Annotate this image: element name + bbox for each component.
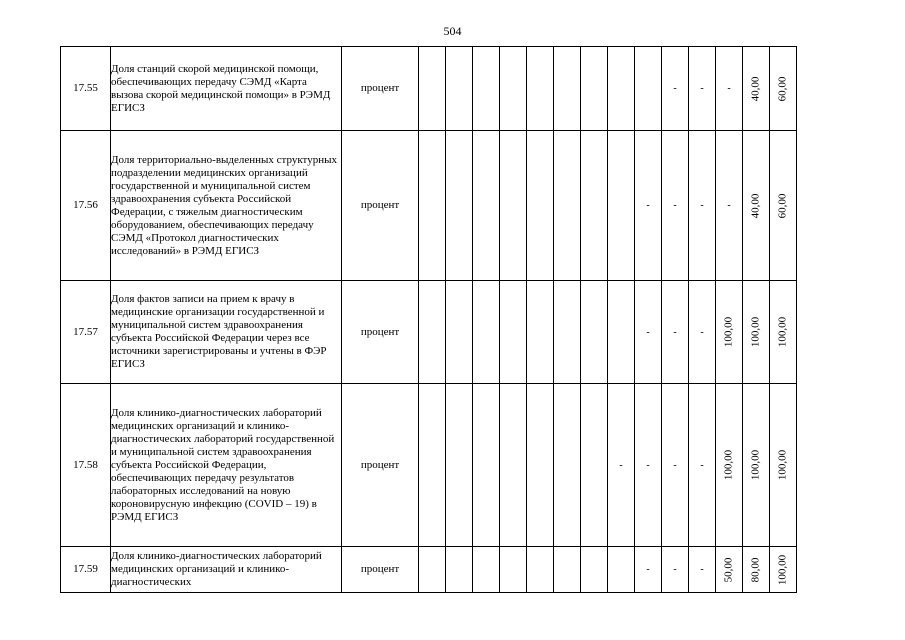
value-cell	[473, 47, 500, 131]
dash-value: -	[700, 564, 704, 575]
row-number: 17.58	[61, 384, 111, 547]
table-body	[61, 47, 797, 593]
value-cell	[446, 47, 473, 131]
value-cell	[608, 47, 635, 131]
row-number: 17.59	[61, 547, 111, 593]
dash-value: -	[646, 200, 650, 211]
value-cell	[527, 384, 554, 547]
value-cell	[689, 281, 716, 384]
indicator-name: Доля территориально-выделенных структурных подразделении медицинских организаций государственной и муниципальной систем здравоохранения субъекта Российской Федерации, с тяжелым диагностическим оборудованием, обеспечивающих передачу СЭМД «Протокол диагностических исследований» в РЭМД ЕГИСЗ	[111, 131, 342, 281]
value-cell	[500, 131, 527, 281]
value-cell	[635, 131, 662, 281]
value-cell	[635, 384, 662, 547]
value-cell	[581, 131, 608, 281]
table-row	[61, 131, 797, 281]
value-cell	[581, 547, 608, 593]
row-number: 17.56	[61, 131, 111, 281]
value-cell	[554, 384, 581, 547]
unit-cell: процент	[342, 131, 419, 281]
value-cell	[689, 547, 716, 593]
value-cell	[662, 547, 689, 593]
value-cell	[500, 47, 527, 131]
dash-value: -	[673, 564, 677, 575]
numeric-value: 100,00	[749, 449, 762, 481]
value-cell	[716, 547, 743, 593]
page-number: 504	[443, 24, 462, 38]
value-cell	[419, 47, 446, 131]
indicator-name: Доля станций скорой медицинской помощи, обеспечивающих передачу СЭМД «Карта вызова скорой медицинской помощи» в РЭМД ЕГИСЗ	[111, 47, 342, 131]
dash-value: -	[673, 459, 677, 471]
unit-cell: процент	[342, 384, 419, 547]
table-row	[61, 547, 797, 593]
value-cell	[743, 281, 770, 384]
table-row	[61, 281, 797, 384]
value-cell	[419, 547, 446, 593]
value-cell	[554, 47, 581, 131]
dash-value: -	[646, 459, 650, 471]
value-cell	[581, 281, 608, 384]
value-cell	[500, 281, 527, 384]
value-cell	[527, 281, 554, 384]
table-row	[61, 47, 797, 131]
value-cell	[689, 384, 716, 547]
value-cell	[770, 547, 797, 593]
numeric-value: 60,00	[776, 193, 789, 218]
numeric-value: 80,00	[749, 557, 762, 582]
value-cell	[581, 384, 608, 547]
value-cell	[689, 47, 716, 131]
unit-cell: процент	[342, 281, 419, 384]
value-cell	[608, 131, 635, 281]
value-cell	[635, 281, 662, 384]
value-cell	[743, 131, 770, 281]
value-cell	[770, 131, 797, 281]
dash-value: -	[646, 564, 650, 575]
value-cell	[608, 547, 635, 593]
value-cell	[743, 547, 770, 593]
indicators-table	[60, 46, 797, 593]
value-cell	[554, 281, 581, 384]
value-cell	[770, 281, 797, 384]
value-cell	[716, 131, 743, 281]
table-row	[61, 384, 797, 547]
value-cell	[608, 281, 635, 384]
value-cell	[527, 131, 554, 281]
dash-value: -	[700, 326, 704, 338]
dash-value: -	[619, 459, 623, 471]
value-cell	[635, 47, 662, 131]
value-cell	[500, 547, 527, 593]
value-cell	[743, 47, 770, 131]
value-cell	[419, 131, 446, 281]
numeric-value: 100,00	[776, 449, 789, 481]
value-cell	[500, 384, 527, 547]
dash-value: -	[673, 326, 677, 338]
indicator-name: Доля клинико-диагностических лабораторий медицинских организаций и клинико-диагностических	[111, 547, 342, 593]
value-cell	[446, 131, 473, 281]
value-cell	[716, 47, 743, 131]
dash-value: -	[646, 326, 650, 338]
value-cell	[473, 547, 500, 593]
dash-value: -	[700, 83, 704, 94]
value-cell	[662, 131, 689, 281]
value-cell	[527, 547, 554, 593]
row-number: 17.57	[61, 281, 111, 384]
value-cell	[419, 281, 446, 384]
indicator-name: Доля фактов записи на прием к врачу в медицинские организации государственной и муниципальной систем здравоохранения субъекта Российской Федерации через все источники зарегистрированы и учтены в ФЭР ЕГИСЗ	[111, 281, 342, 384]
value-cell	[662, 384, 689, 547]
value-cell	[446, 281, 473, 384]
value-cell	[554, 131, 581, 281]
dash-value: -	[673, 200, 677, 211]
value-cell	[554, 547, 581, 593]
indicator-name: Доля клинико-диагностических лабораторий медицинских организаций и клинико-диагностических лабораторий государственной и муниципальной систем здравоохранения субъекта Российской Федерации, обеспечивающих передачу результатов лабораторных исследований на новую короновирусную инфекцию (COVID – 19) в РЭМД ЕГИСЗ	[111, 384, 342, 547]
value-cell	[473, 131, 500, 281]
unit-cell: процент	[342, 47, 419, 131]
value-cell	[662, 47, 689, 131]
numeric-value: 100,00	[722, 316, 735, 348]
dash-value: -	[727, 200, 731, 211]
value-cell	[770, 384, 797, 547]
value-cell	[716, 281, 743, 384]
value-cell	[770, 47, 797, 131]
dash-value: -	[700, 459, 704, 471]
value-cell	[527, 47, 554, 131]
numeric-value: 100,00	[722, 449, 735, 481]
unit-cell: процент	[342, 547, 419, 593]
dash-value: -	[700, 200, 704, 211]
value-cell	[473, 384, 500, 547]
numeric-value: 40,00	[749, 193, 762, 218]
numeric-value: 100,00	[776, 554, 789, 585]
value-cell	[689, 131, 716, 281]
numeric-value: 60,00	[776, 76, 789, 101]
value-cell	[716, 384, 743, 547]
numeric-value: 50,00	[722, 557, 735, 582]
value-cell	[446, 547, 473, 593]
value-cell	[662, 281, 689, 384]
numeric-value: 40,00	[749, 76, 762, 101]
dash-value: -	[727, 83, 731, 94]
value-cell	[581, 47, 608, 131]
value-cell	[635, 547, 662, 593]
value-cell	[419, 384, 446, 547]
dash-value: -	[673, 83, 677, 94]
numeric-value: 100,00	[776, 316, 789, 348]
value-cell	[743, 384, 770, 547]
numeric-value: 100,00	[749, 316, 762, 348]
value-cell	[473, 281, 500, 384]
value-cell	[608, 384, 635, 547]
value-cell	[446, 384, 473, 547]
row-number: 17.55	[61, 47, 111, 131]
